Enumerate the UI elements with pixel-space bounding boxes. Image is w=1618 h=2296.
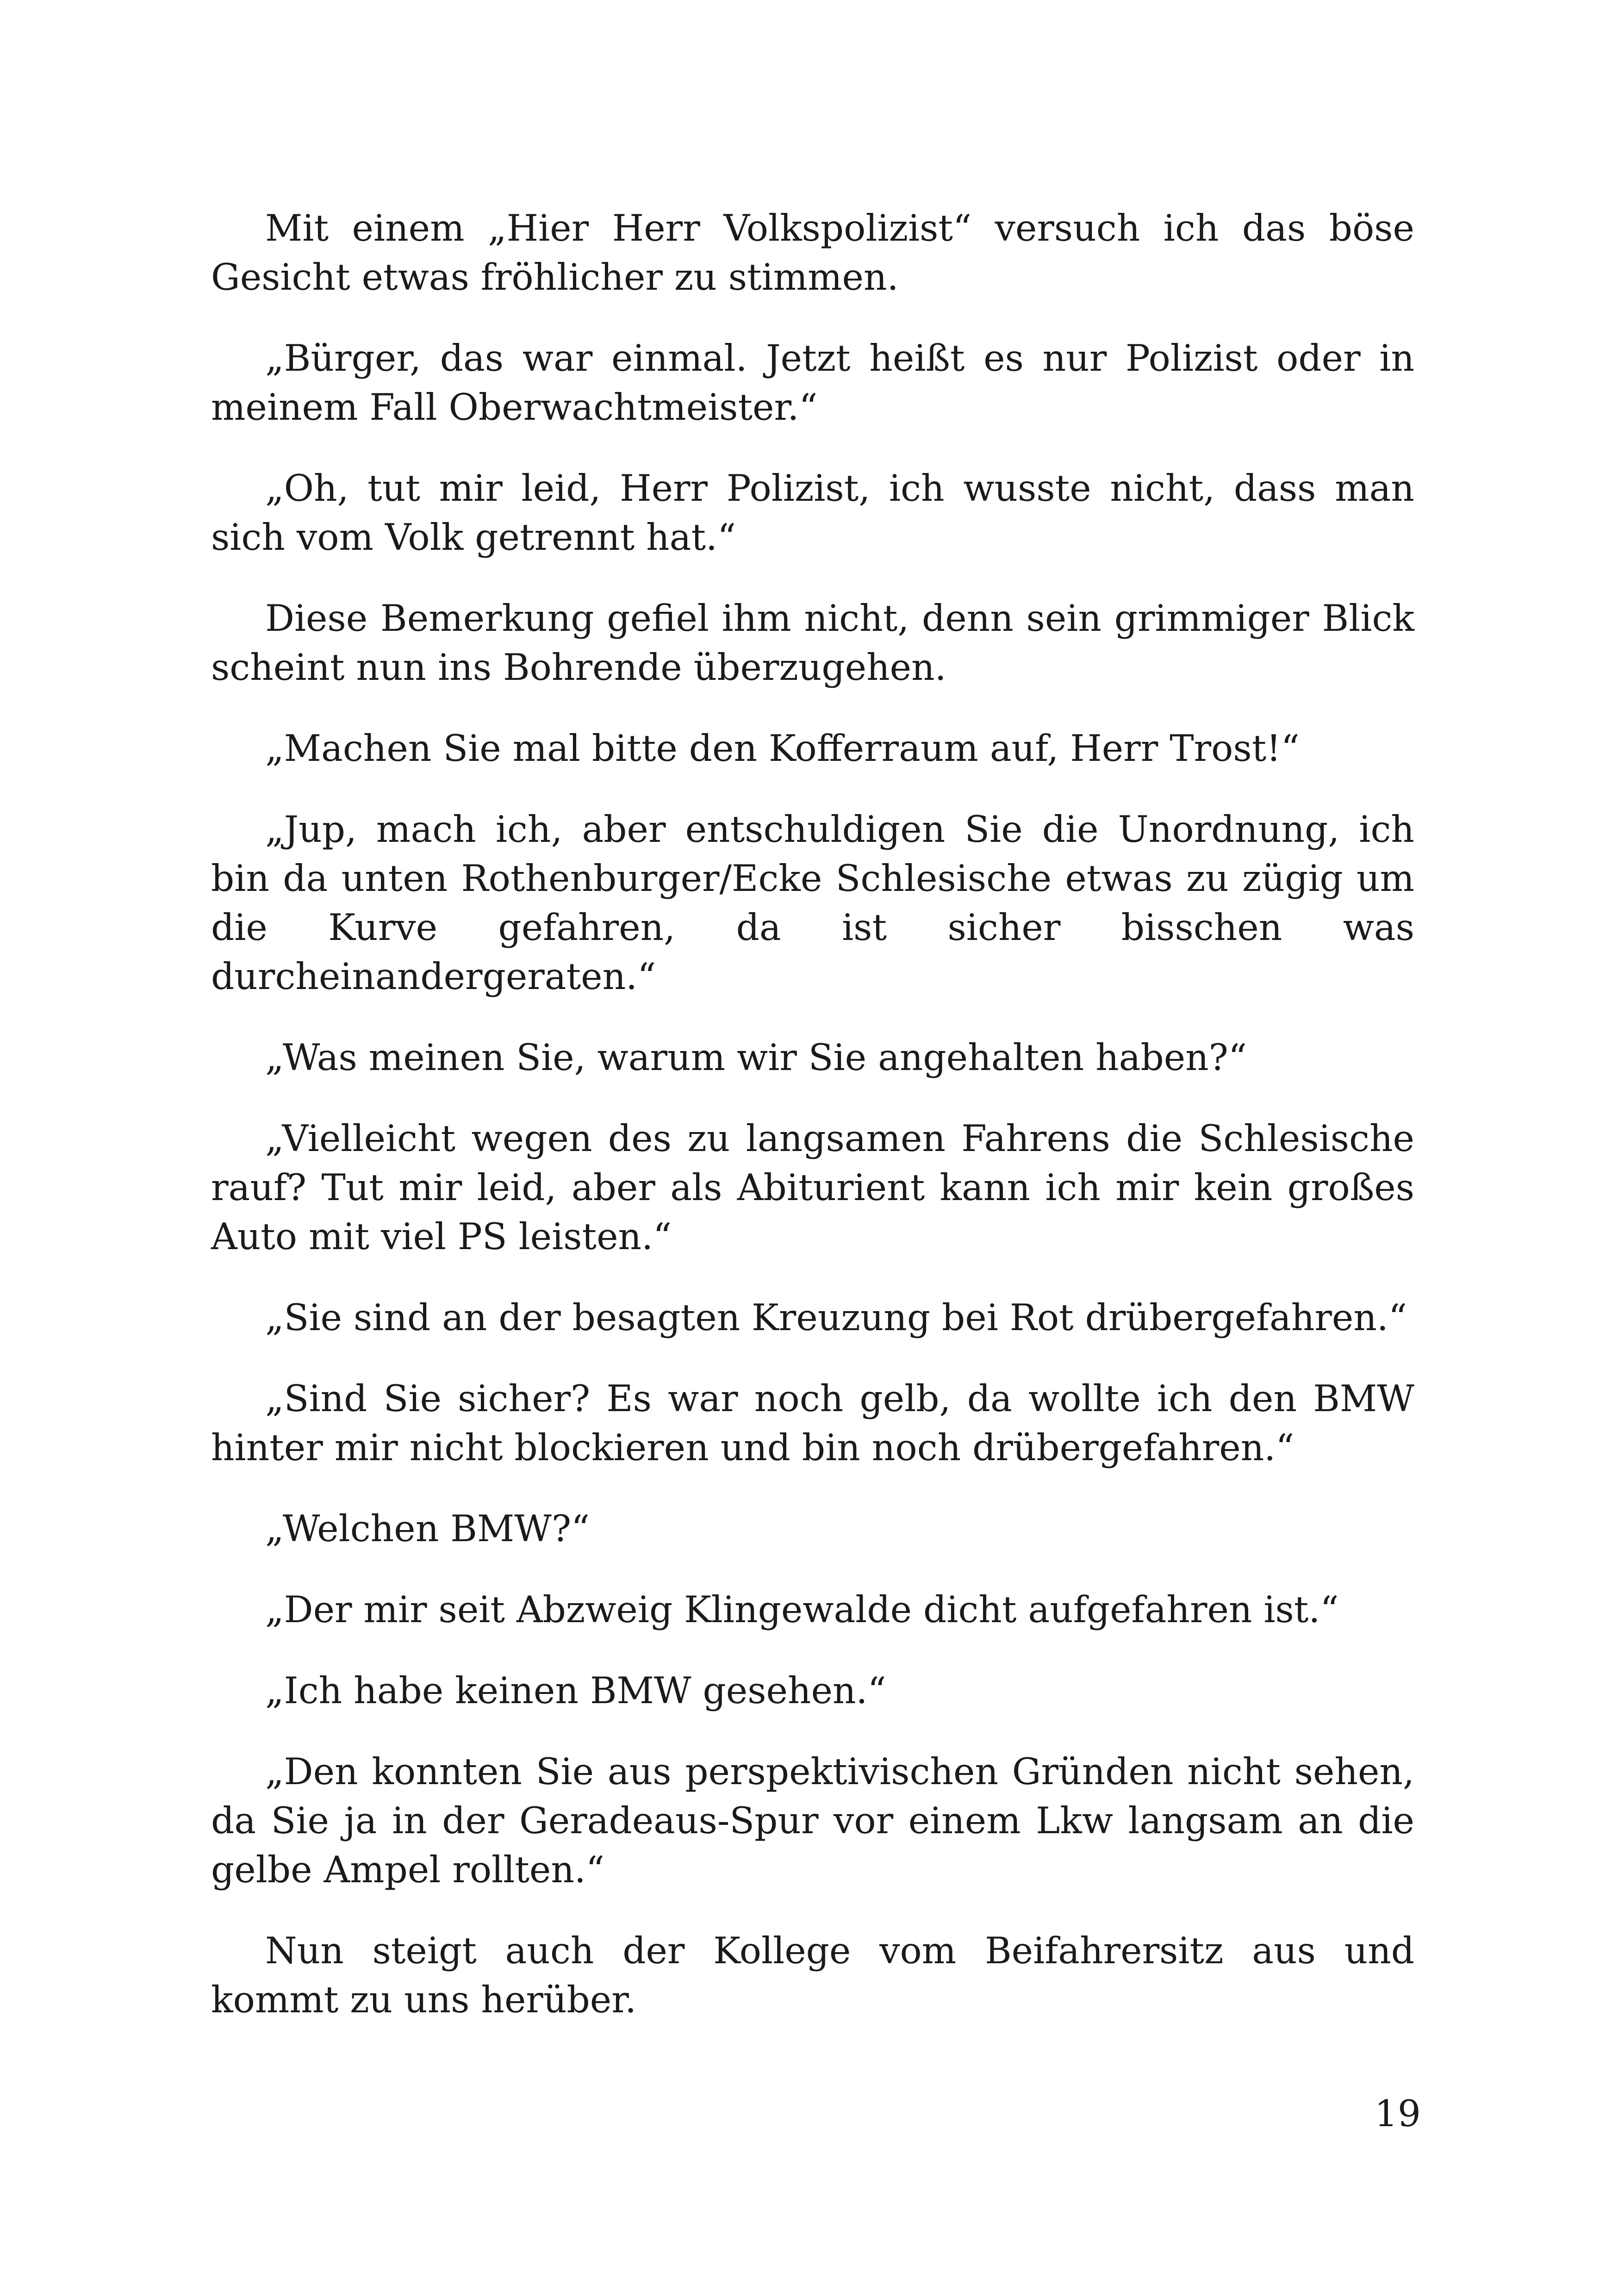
- paragraph: „Machen Sie mal bitte den Kofferraum auf, Herr Trost!“: [265, 727, 1300, 770]
- page-number: 19: [1375, 2092, 1421, 2135]
- paragraph: „Der mir seit Abzweig Klingewalde dicht aufgefahren ist.“: [265, 1588, 1339, 1631]
- body-text: [211, 204, 1414, 2056]
- paragraph: „Ich habe keinen BMW gesehen.“: [265, 1669, 886, 1712]
- paragraph: „Sind Sie sicher? Es war noch gelb, da wollte ich den BMW hinter mir nicht blockieren und bin noch drübergefahren.“: [211, 1377, 1414, 1469]
- paragraph: „Vielleicht wegen des zu langsamen Fahrens die Schlesische rauf? Tut mir leid, aber als Abiturient kann ich mir kein großes Auto mit viel PS leisten.“: [211, 1117, 1414, 1258]
- paragraph: „Was meinen Sie, warum wir Sie angehalten haben?“: [265, 1036, 1247, 1079]
- paragraph: „Oh, tut mir leid, Herr Polizist, ich wusste nicht, dass man sich vom Volk getrennt hat.“: [211, 467, 1414, 559]
- paragraph: „Welchen BMW?“: [265, 1507, 590, 1550]
- paragraph: Diese Bemerkung gefiel ihm nicht, denn sein grimmiger Blick scheint nun ins Bohrende überzugehen.: [211, 597, 1414, 689]
- paragraph: „Den konnten Sie aus perspektivischen Gründen nicht sehen, da Sie ja in der Geradeaus-Spur vor einem Lkw langsam an die gelbe Ampel rollten.“: [211, 1750, 1414, 1891]
- paragraph: Mit einem „Hier Herr Volkspolizist“ versuch ich das böse Gesicht etwas fröhlicher zu stimmen.: [211, 207, 1414, 299]
- paragraph: Nun steigt auch der Kollege vom Beifahrersitz aus und kommt zu uns herüber.: [211, 1929, 1414, 2021]
- paragraph: „Bürger, das war einmal. Jetzt heißt es nur Polizist oder in meinem Fall Oberwachtmeister.“: [211, 337, 1414, 429]
- paragraph: „Sie sind an der besagten Kreuzung bei Rot drübergefahren.“: [265, 1296, 1407, 1339]
- paragraph: „Jup, mach ich, aber entschuldigen Sie die Unordnung, ich bin da unten Rothenburger/Ecke Schlesische etwas zu zügig um die Kurve gefahren, da ist sicher bisschen was durcheinandergeraten.“: [211, 808, 1414, 998]
